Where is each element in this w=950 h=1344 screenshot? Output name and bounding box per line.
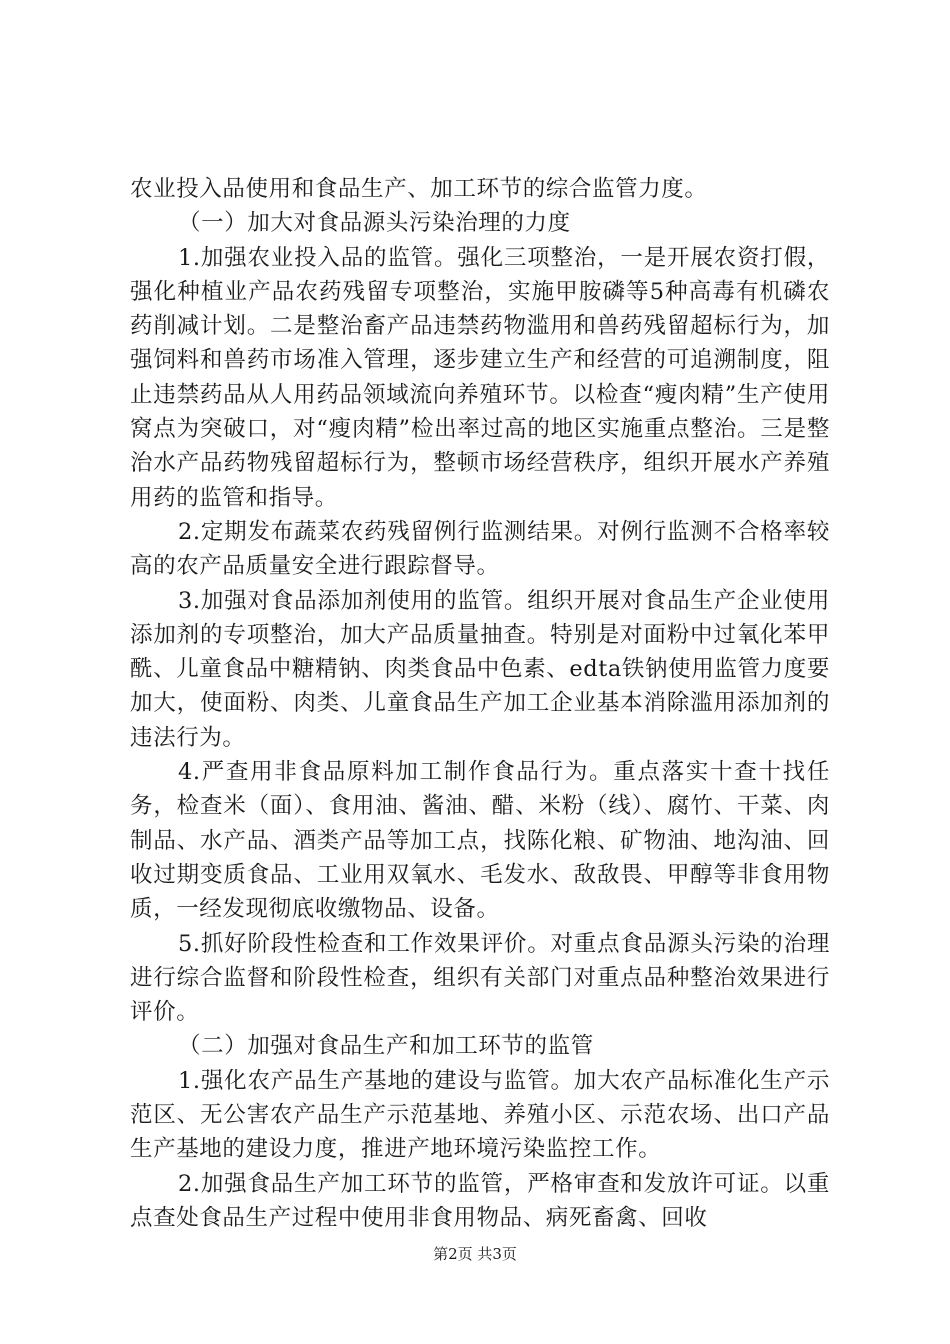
section-heading-1: （一）加大对食品源头污染治理的力度 <box>178 210 571 237</box>
document-body <box>130 172 830 1235</box>
paragraph-item-1-2: 2.定期发布蔬菜农药残留例行监测结果。对例行监测不合格率较高的农产品质量安全进行跟踪督导。 <box>130 518 830 580</box>
paragraph-item-2-1: 1.强化农产品生产基地的建设与监管。加大农产品标准化生产示范区、无公害农产品生产示范基地、养殖小区、示范农场、出口产品生产基地的建设力度，推进产地环境污染监控工作。 <box>130 1067 830 1163</box>
paragraph-item-2-2: 2.加强食品生产加工环节的监管，严格审查和发放许可证。以重点查处食品生产过程中使用非食用物品、病死畜禽、回收 <box>130 1170 830 1231</box>
paragraph-item-1-3: 3.加强对食品添加剂使用的监管。组织开展对食品生产企业使用添加剂的专项整治，加大产品质量抽查。特别是对面粉中过氧化苯甲酰、儿童食品中糖精钠、肉类食品中色素、edta铁钠使用监管力度要加大，使面粉、肉类、儿童食品生产加工企业基本消除滥用添加剂的违法行为。 <box>130 587 830 751</box>
paragraph-item-1-5: 5.抓好阶段性检查和工作效果评价。对重点食品源头污染的治理进行综合监督和阶段性检查，组织有关部门对重点品种整治效果进行评价。 <box>130 930 830 1026</box>
paragraph-item-1-1: 1.加强农业投入品的监管。强化三项整治，一是开展农资打假，强化种植业产品农药残留专项整治，实施甲胺磷等5种高毒有机磷农药削减计划。二是整治畜产品违禁药物滥用和兽药残留超标行为，加强饲料和兽药市场准入管理，逐步建立生产和经营的可追溯制度，阻止违禁药品从人用药品领域流向养殖环节。以检查“瘦肉精”生产使用窝点为突破口，对“瘦肉精”检出率过高的地区实施重点整治。三是整治水产品药物残留超标行为，整顿市场经营秩序，组织开展水产养殖用药的监管和指导。 <box>130 244 830 511</box>
paragraph-continuation: 农业投入品使用和食品生产、加工环节的综合监管力度。 <box>130 176 708 202</box>
section-heading-2: （二）加强对食品生产和加工环节的监管 <box>178 1033 594 1060</box>
paragraph-item-1-4: 4.严查用非食品原料加工制作食品行为。重点落实十查十找任务，检查米（面）、食用油、酱油、醋、米粉（线）、腐竹、干菜、肉制品、水产品、酒类产品等加工点，找陈化粮、矿物油、地沟油、回收过期变质食品、工业用双氧水、毛发水、敌敌畏、甲醇等非食用物质，一经发现彻底收缴物品、设备。 <box>130 759 830 923</box>
page-number-footer: 第2页 共3页 <box>433 1245 517 1263</box>
